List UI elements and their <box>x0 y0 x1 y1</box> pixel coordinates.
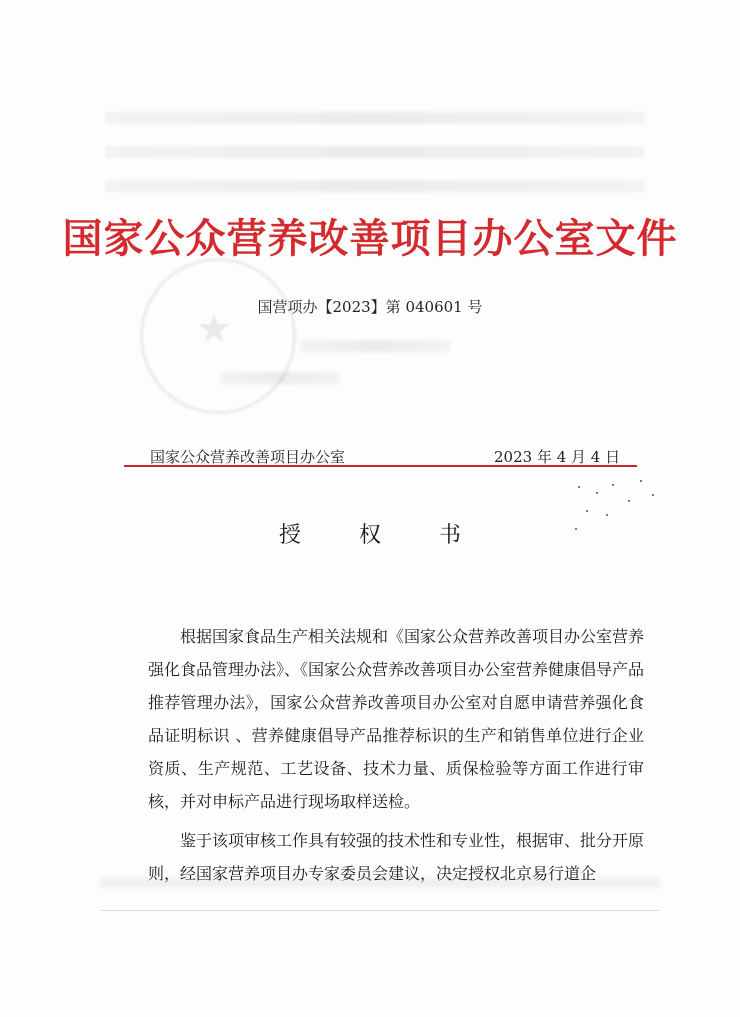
red-divider <box>124 465 637 467</box>
seal-star-icon: ★ <box>196 306 232 352</box>
body-paragraph: 鉴于该项审核工作具有较强的技术性和专业性，根据审、批分开原则，经国家营养项目办专家委员会建议，决定授权北京易行道企 <box>148 831 645 883</box>
issue-date: 2023 年 4 月 4 日 <box>494 448 621 466</box>
bleed-through-rule <box>100 910 660 911</box>
bleed-through-line <box>105 180 645 192</box>
bleed-through-line <box>300 340 450 352</box>
issuer-name: 国家公众营养改善项目办公室 <box>150 448 346 466</box>
bleed-through-line <box>105 146 645 158</box>
document-title: 授权书 <box>278 523 519 548</box>
red-header-title: 国家公众营养改善项目办公室文件 <box>62 216 678 262</box>
bleed-through-line <box>105 112 645 124</box>
body-paragraph: 根据国家食品生产相关法规和《国家公众营养改善项目办公室营养强化食品管理办法》、《国家公众营养改善项目办公室营养健康倡导产品推荐管理办法》，国家公众营养改善项目办公室对自愿申请营养强化食品证明标识 、营养健康倡导产品推荐标识的生产和销售单位进行企业资质、生产规范、工艺设备、技术力量、质保检验等方面工作进行审核，并对申标产品进行现场取样送检。 <box>148 627 645 811</box>
document-number: 国营项办【2023】第 040601 号 <box>257 298 483 316</box>
bleed-through-line <box>100 878 660 888</box>
document-body <box>148 620 644 896</box>
